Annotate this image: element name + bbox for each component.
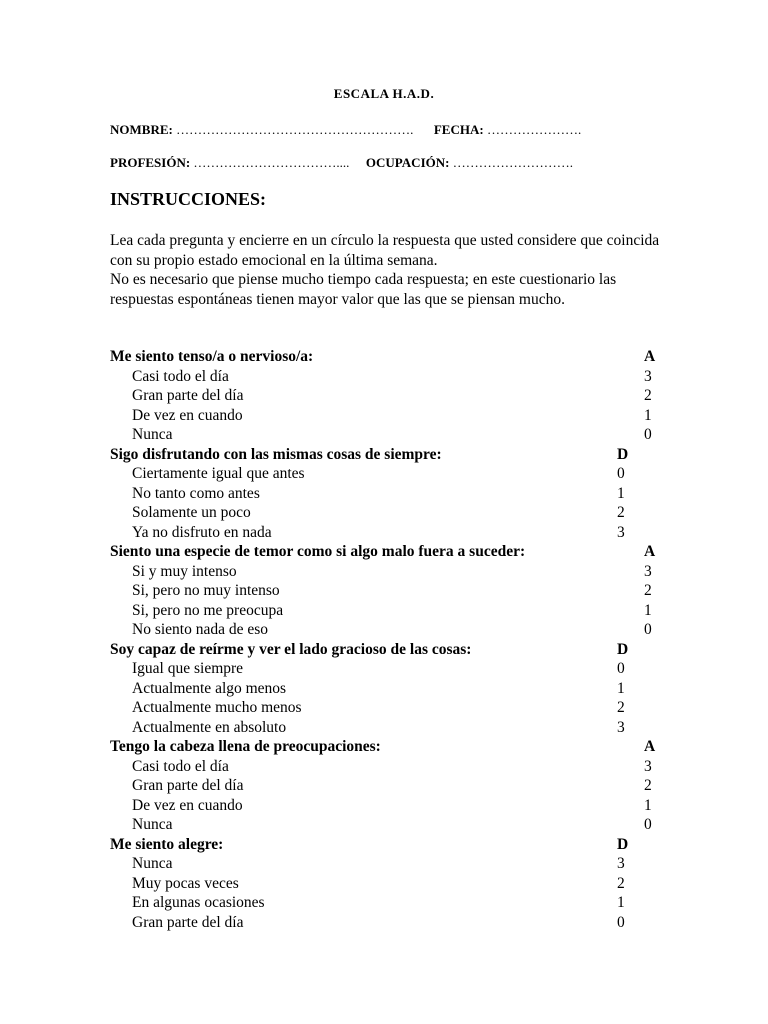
document-title: ESCALA H.A.D. — [333, 86, 435, 101]
answer-option-label: No tanto como antes — [132, 484, 260, 502]
answer-option[interactable] — [110, 425, 670, 445]
nombre-fecha-line — [110, 122, 581, 138]
answer-score[interactable]: 2 — [617, 699, 625, 716]
subscale-code: D — [617, 640, 629, 658]
answer-score[interactable]: 0 — [617, 913, 625, 931]
answer-score[interactable]: 1 — [644, 601, 652, 619]
answer-option[interactable] — [110, 406, 670, 426]
profesion-ocupacion-line — [110, 155, 573, 171]
answer-score[interactable]: 0 — [644, 816, 652, 833]
question-text: Sigo disfrutando con las mismas cosas de siempre: — [110, 445, 442, 463]
answer-option[interactable] — [110, 796, 670, 816]
answer-score[interactable]: 1 — [644, 796, 652, 814]
ocupacion-label: OCUPACIÓN: — [365, 155, 450, 170]
question-row — [110, 445, 670, 465]
answer-option-label: Actualmente mucho menos — [132, 699, 302, 716]
subscale-code: A — [644, 738, 656, 755]
answer-option[interactable] — [110, 893, 670, 913]
answer-option-label: Igual que siempre — [132, 660, 244, 677]
answer-option-label: Actualmente algo menos — [132, 679, 287, 697]
answer-score[interactable]: 0 — [617, 465, 625, 482]
answer-option-label: Nunca — [132, 855, 173, 872]
answer-option[interactable] — [110, 874, 670, 894]
question-row — [110, 737, 670, 757]
answer-option-label: Gran parte del día — [132, 913, 244, 931]
answer-option-label: Si y muy intenso — [132, 562, 237, 580]
question-row — [110, 640, 670, 660]
answer-score[interactable]: 3 — [644, 562, 652, 580]
instructions-body — [110, 231, 670, 309]
answer-option-label: Si, pero no me preocupa — [132, 601, 284, 619]
answer-score[interactable]: 2 — [644, 582, 652, 599]
answer-score[interactable]: 3 — [644, 367, 652, 385]
ocupacion-field[interactable]: ………………………. — [452, 155, 573, 170]
answer-score[interactable]: 2 — [644, 387, 652, 404]
answer-option-label: Solamente un poco — [132, 504, 251, 521]
answer-option[interactable] — [110, 386, 670, 406]
answer-option[interactable] — [110, 367, 670, 387]
answer-option-label: Nunca — [132, 426, 173, 443]
answer-score[interactable]: 1 — [644, 406, 652, 424]
answer-option-label: Si, pero no muy intenso — [132, 582, 280, 599]
answer-score[interactable]: 0 — [644, 426, 652, 443]
instructions-paragraph-2: No es necesario que piense mucho tiempo cada respuesta; en este cuestionario las respuestas espontáneas tienen mayor valor que las que se piensan mucho. — [110, 271, 617, 308]
question-text: Soy capaz de reírme y ver el lado gracioso de las cosas: — [110, 640, 472, 658]
answer-option-label: No siento nada de eso — [132, 621, 269, 638]
answer-option-label: En algunas ocasiones — [132, 894, 265, 911]
nombre-label: NOMBRE: — [110, 122, 173, 137]
question-text: Me siento tenso/a o nervioso/a: — [110, 348, 314, 365]
question-text: Siento una especie de temor como si algo malo fuera a suceder: — [110, 543, 526, 560]
answer-option[interactable] — [110, 464, 670, 484]
answer-score[interactable]: 1 — [617, 679, 625, 697]
fecha-field[interactable]: …………………. — [486, 122, 582, 137]
answer-option[interactable] — [110, 698, 670, 718]
answer-option[interactable] — [110, 620, 670, 640]
answer-option[interactable] — [110, 581, 670, 601]
answer-option-label: Nunca — [132, 816, 173, 833]
answer-score[interactable]: 0 — [644, 621, 652, 638]
answer-score[interactable]: 1 — [617, 484, 625, 502]
answer-option-label: Casi todo el día — [132, 757, 229, 775]
instructions-heading: INSTRUCCIONES: — [110, 189, 267, 209]
instructions-paragraph-1: Lea cada pregunta y encierre en un círculo la respuesta que usted considere que coincida con su propio estado emocional en la última semana. — [110, 232, 660, 269]
nombre-field[interactable]: ………………………………………………. — [176, 122, 414, 137]
answer-option[interactable] — [110, 718, 670, 738]
answer-option-label: Ciertamente igual que antes — [132, 465, 305, 482]
answer-option[interactable] — [110, 523, 670, 543]
answer-option[interactable] — [110, 562, 670, 582]
answer-option[interactable] — [110, 776, 670, 796]
answer-score[interactable]: 1 — [617, 894, 625, 911]
question-row — [110, 542, 670, 562]
answer-option-label: Actualmente en absoluto — [132, 718, 287, 736]
questionnaire — [110, 347, 670, 932]
answer-option[interactable] — [110, 815, 670, 835]
profesion-label: PROFESIÓN: — [110, 155, 191, 170]
question-row — [110, 347, 670, 367]
answer-option[interactable] — [110, 854, 670, 874]
answer-option[interactable] — [110, 484, 670, 504]
subscale-code: A — [644, 543, 656, 560]
subscale-code: D — [617, 445, 629, 463]
answer-option[interactable] — [110, 503, 670, 523]
subscale-code: A — [644, 348, 656, 365]
answer-option-label: Muy pocas veces — [132, 874, 239, 892]
answer-option-label: Gran parte del día — [132, 387, 244, 404]
answer-option-label: De vez en cuando — [132, 796, 243, 814]
answer-score[interactable]: 2 — [644, 777, 652, 794]
answer-score[interactable]: 3 — [617, 718, 625, 736]
answer-score[interactable]: 3 — [644, 757, 652, 775]
answer-option-label: De vez en cuando — [132, 406, 243, 424]
question-row — [110, 835, 670, 855]
answer-option-label: Gran parte del día — [132, 777, 244, 794]
question-text: Me siento alegre: — [110, 835, 224, 853]
answer-option[interactable] — [110, 679, 670, 699]
answer-score[interactable]: 0 — [617, 660, 625, 677]
subscale-code: D — [617, 835, 629, 853]
answer-option[interactable] — [110, 659, 670, 679]
answer-score[interactable]: 3 — [617, 855, 625, 872]
answer-score[interactable]: 2 — [617, 874, 625, 892]
question-text: Tengo la cabeza llena de preocupaciones: — [110, 738, 381, 755]
fecha-label: FECHA: — [433, 122, 484, 137]
answer-score[interactable]: 3 — [617, 523, 625, 541]
answer-option[interactable] — [110, 601, 670, 621]
answer-option[interactable] — [110, 913, 670, 933]
answer-option-label: Ya no disfruto en nada — [132, 523, 272, 541]
answer-option-label: Casi todo el día — [132, 367, 229, 385]
profesion-field[interactable]: …………………………….... — [193, 155, 350, 170]
answer-option[interactable] — [110, 757, 670, 777]
answer-score[interactable]: 2 — [617, 504, 625, 521]
